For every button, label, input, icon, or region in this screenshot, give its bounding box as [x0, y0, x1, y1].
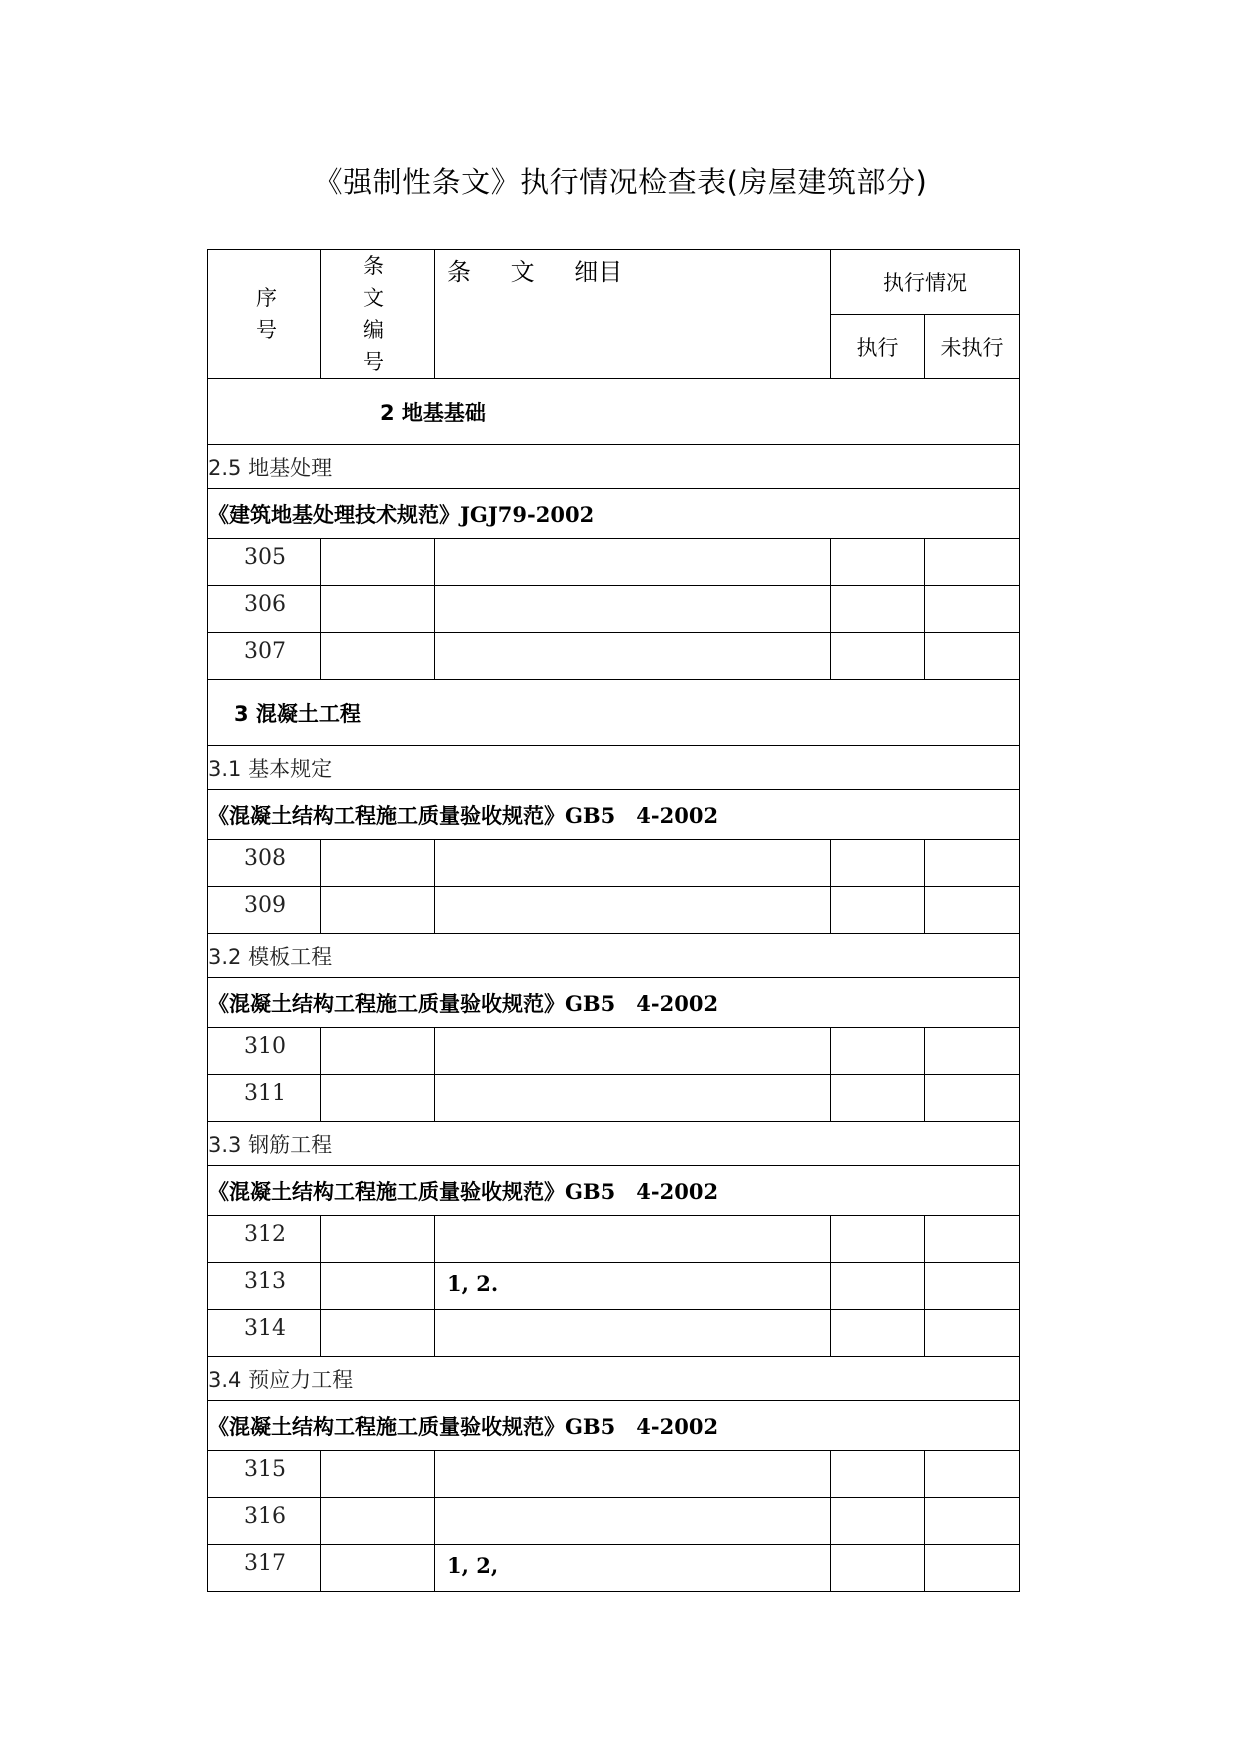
row-item — [435, 1028, 831, 1075]
subsection-title: 3.2 模板工程 — [208, 934, 1020, 978]
subsection-row — [208, 746, 1020, 790]
row-exec-cell[interactable] — [831, 633, 925, 680]
row-exec-cell[interactable] — [831, 1263, 925, 1310]
check-table — [207, 249, 1020, 1592]
table-row — [208, 1451, 1020, 1498]
row-no: 315 — [208, 1451, 321, 1498]
standard-row — [208, 1166, 1020, 1216]
row-item — [435, 633, 831, 680]
row-no: 314 — [208, 1310, 321, 1357]
page-title: 《强制性条文》执行情况检查表(房屋建筑部分) — [313, 165, 928, 199]
row-exec-cell[interactable] — [831, 887, 925, 934]
row-item — [435, 887, 831, 934]
row-not-exec-cell[interactable] — [925, 1310, 1020, 1357]
subsection-row — [208, 445, 1020, 489]
section-title: 2 地基基础 — [208, 379, 1020, 445]
row-item — [435, 1216, 831, 1263]
row-not-exec-cell[interactable] — [925, 840, 1020, 887]
row-no: 311 — [208, 1075, 321, 1122]
row-not-exec-cell[interactable] — [925, 633, 1020, 680]
row-exec-cell[interactable] — [831, 840, 925, 887]
row-no: 305 — [208, 539, 321, 586]
subsection-title: 3.3 钢筋工程 — [208, 1122, 1020, 1166]
table-row — [208, 1028, 1020, 1075]
row-not-exec-cell[interactable] — [925, 1028, 1020, 1075]
section-title: 3 混凝土工程 — [208, 680, 1020, 746]
row-code — [321, 539, 435, 586]
row-exec-cell[interactable] — [831, 1451, 925, 1498]
row-code — [321, 633, 435, 680]
header-exec: 执行 — [831, 315, 925, 379]
standard-title: 《混凝土结构工程施工质量验收规范》GB5 4-2002 — [208, 978, 1020, 1028]
row-exec-cell[interactable] — [831, 1545, 925, 1592]
subsection-title: 3.4 预应力工程 — [208, 1357, 1020, 1401]
row-no: 306 — [208, 586, 321, 633]
standard-title: 《建筑地基处理技术规范》JGJ79-2002 — [208, 489, 1020, 539]
row-item — [435, 1451, 831, 1498]
row-code — [321, 1263, 435, 1310]
row-item — [435, 586, 831, 633]
row-exec-cell[interactable] — [831, 1216, 925, 1263]
row-code — [321, 1028, 435, 1075]
standard-title: 《混凝土结构工程施工质量验收规范》GB5 4-2002 — [208, 1401, 1020, 1451]
section-row — [208, 379, 1020, 445]
row-item — [435, 840, 831, 887]
row-not-exec-cell[interactable] — [925, 1451, 1020, 1498]
standard-row — [208, 1401, 1020, 1451]
row-no: 307 — [208, 633, 321, 680]
row-not-exec-cell[interactable] — [925, 1075, 1020, 1122]
row-exec-cell[interactable] — [831, 1310, 925, 1357]
row-no: 316 — [208, 1498, 321, 1545]
subsection-title: 3.1 基本规定 — [208, 746, 1020, 790]
row-item — [435, 539, 831, 586]
row-item — [435, 1498, 831, 1545]
table-row — [208, 1498, 1020, 1545]
row-no: 309 — [208, 887, 321, 934]
standard-row — [208, 978, 1020, 1028]
header-not-exec: 未执行 — [925, 315, 1020, 379]
header-exec-group: 执行情况 — [831, 250, 1020, 315]
row-exec-cell[interactable] — [831, 586, 925, 633]
row-exec-cell[interactable] — [831, 539, 925, 586]
table-row — [208, 840, 1020, 887]
table-row — [208, 1545, 1020, 1592]
table-row — [208, 1310, 1020, 1357]
subsection-row — [208, 1357, 1020, 1401]
row-code — [321, 1451, 435, 1498]
row-not-exec-cell[interactable] — [925, 539, 1020, 586]
row-not-exec-cell[interactable] — [925, 887, 1020, 934]
header-item: 条 文 细目 — [435, 250, 831, 379]
standard-row — [208, 489, 1020, 539]
row-code — [321, 1498, 435, 1545]
row-not-exec-cell[interactable] — [925, 1216, 1020, 1263]
row-code — [321, 1075, 435, 1122]
row-not-exec-cell[interactable] — [925, 586, 1020, 633]
table-row — [208, 1216, 1020, 1263]
row-no: 312 — [208, 1216, 321, 1263]
table-header-row — [208, 250, 1020, 315]
header-code: 条文编号 — [321, 250, 435, 379]
row-item — [435, 1310, 831, 1357]
table-row — [208, 586, 1020, 633]
row-no: 317 — [208, 1545, 321, 1592]
row-no: 313 — [208, 1263, 321, 1310]
header-no: 序号 — [208, 250, 321, 379]
table-row — [208, 539, 1020, 586]
row-item — [435, 1075, 831, 1122]
subsection-title: 2.5 地基处理 — [208, 445, 1020, 489]
row-no: 308 — [208, 840, 321, 887]
table-row — [208, 633, 1020, 680]
row-not-exec-cell[interactable] — [925, 1263, 1020, 1310]
row-no: 310 — [208, 1028, 321, 1075]
row-code — [321, 586, 435, 633]
row-not-exec-cell[interactable] — [925, 1545, 1020, 1592]
table-row — [208, 1075, 1020, 1122]
row-item: 1, 2. — [435, 1263, 831, 1310]
row-item: 1, 2, — [435, 1545, 831, 1592]
row-code — [321, 1310, 435, 1357]
row-code — [321, 1545, 435, 1592]
standard-title: 《混凝土结构工程施工质量验收规范》GB5 4-2002 — [208, 790, 1020, 840]
subsection-row — [208, 1122, 1020, 1166]
standard-row — [208, 790, 1020, 840]
row-not-exec-cell[interactable] — [925, 1498, 1020, 1545]
row-code — [321, 1216, 435, 1263]
table-row — [208, 1263, 1020, 1310]
row-code — [321, 840, 435, 887]
subsection-row — [208, 934, 1020, 978]
row-exec-cell[interactable] — [831, 1498, 925, 1545]
section-row — [208, 680, 1020, 746]
table-row — [208, 887, 1020, 934]
row-exec-cell[interactable] — [831, 1028, 925, 1075]
row-code — [321, 887, 435, 934]
standard-title: 《混凝土结构工程施工质量验收规范》GB5 4-2002 — [208, 1166, 1020, 1216]
row-exec-cell[interactable] — [831, 1075, 925, 1122]
